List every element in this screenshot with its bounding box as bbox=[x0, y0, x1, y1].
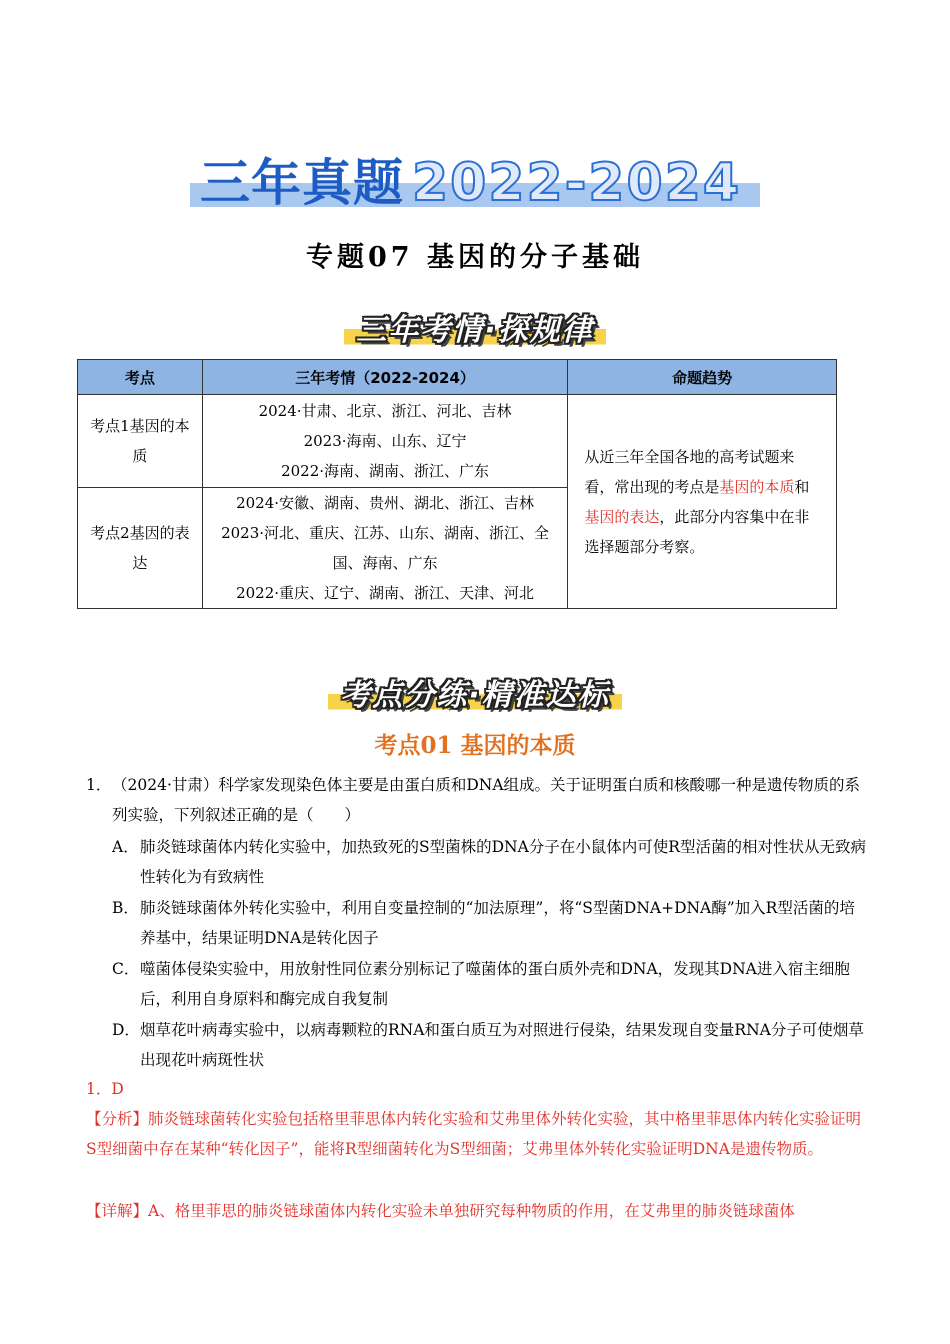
sticker-heading-1 bbox=[0, 305, 950, 349]
option-text: 肺炎链球菌体外转化实验中，利用自变量控制的“加法原理”，将“S型菌DNA+DNA酶”加入R型活菌的培养基中，结果证明DNA是转化因子 bbox=[140, 899, 855, 947]
point-cell: 考点2基因的表达 bbox=[78, 488, 203, 609]
years-line: 2023·海南、山东、辽宁 bbox=[303, 432, 467, 450]
years-line: 2024·安徽、湖南、贵州、湖北、浙江、吉林 bbox=[236, 494, 535, 512]
exam-stats-table bbox=[77, 359, 837, 609]
option-label: A． bbox=[112, 838, 139, 856]
sticker-text-1: 三年考情·探规律 bbox=[344, 305, 605, 349]
detail-text: A、格里菲思的肺炎链球菌体内转化实验未单独研究每种物质的作用，在艾弗里的肺炎链球菌体 bbox=[148, 1202, 795, 1220]
header-cell: 考点 bbox=[78, 360, 203, 395]
table-row bbox=[78, 395, 837, 488]
trend-text: 从近三年全国各地的高考试题来看，常出现的考点是 bbox=[584, 447, 795, 496]
years-cell bbox=[202, 488, 568, 609]
header-cell: 三年考情（2022-2024） bbox=[202, 360, 568, 395]
option-text: 噬菌体侵染实验中，用放射性同位素分别标记了噬菌体的蛋白质外壳和DNA，发现其DNA进入宿主细胞后，利用自身原料和酶完成自我复制 bbox=[140, 960, 850, 1008]
years-cell bbox=[202, 395, 568, 488]
answer-key: 1．D bbox=[86, 1080, 124, 1098]
sticker-heading-2 bbox=[0, 670, 950, 714]
option-label: D． bbox=[112, 1021, 140, 1039]
option-label: B． bbox=[112, 899, 139, 917]
banner-text bbox=[200, 143, 741, 215]
point-cell: 考点1基因的本质 bbox=[78, 395, 203, 488]
answer-analysis bbox=[86, 1104, 866, 1164]
analysis-label: 【分析】 bbox=[86, 1110, 149, 1128]
trend-highlight: 基因的本质 bbox=[719, 477, 795, 496]
topic-title: 专题07 基因的分子基础 bbox=[306, 242, 644, 273]
banner-part2: 2022-2024 bbox=[412, 153, 742, 213]
years-line: 2022·重庆、辽宁、湖南、浙江、天津、河北 bbox=[236, 584, 535, 602]
trend-highlight: 基因的表达 bbox=[584, 507, 660, 526]
answer-detail bbox=[86, 1196, 866, 1226]
title-banner bbox=[190, 143, 760, 213]
trend-text: 和 bbox=[794, 477, 810, 496]
analysis-text: 肺炎链球菌转化实验包括格里菲思体内转化实验和艾弗里体外转化实验，其中格里菲思体内转化实验证明S型细菌中存在某种“转化因子”，能将R型细菌转化为S型细菌；艾弗里体外转化实验证明DNA是遗传物质。 bbox=[86, 1110, 862, 1158]
years-line: 2023·河北、重庆、江苏、山东、湖南、浙江、全国、海南、广东 bbox=[221, 524, 550, 572]
trend-cell bbox=[568, 395, 837, 609]
years-line: 2024·甘肃、北京、浙江、河北、吉林 bbox=[258, 402, 512, 420]
header-cell: 命题趋势 bbox=[568, 360, 837, 395]
option-text: 肺炎链球菌体内转化实验中，加热致死的S型菌株的DNA分子在小鼠体内可使R型活菌的相对性状从无致病性转化为有致病性 bbox=[140, 838, 866, 886]
years-line: 2022·海南、湖南、浙江、广东 bbox=[281, 462, 490, 480]
section-title: 考点01 基因的本质 bbox=[374, 732, 576, 759]
question-number: 1． bbox=[86, 776, 112, 794]
banner-part1: 三年真题 bbox=[200, 154, 404, 212]
sticker-text-2: 考点分练·精准达标 bbox=[328, 670, 621, 714]
detail-label: 【详解】 bbox=[86, 1202, 149, 1220]
table-header-row bbox=[78, 360, 837, 395]
option-text: 烟草花叶病毒实验中，以病毒颗粒的RNA和蛋白质互为对照进行侵染，结果发现自变量RNA分子可使烟草出现花叶病斑性状 bbox=[140, 1021, 864, 1069]
option-label: C． bbox=[112, 960, 140, 978]
question-stem: （2024·甘肃）科学家发现染色体主要是由蛋白质和DNA组成。关于证明蛋白质和核酸哪一种是遗传物质的系列实验，下列叙述正确的是（ ） bbox=[112, 776, 861, 824]
trend-text: ，此部分内容集中在非选择题部分考察。 bbox=[584, 507, 810, 556]
